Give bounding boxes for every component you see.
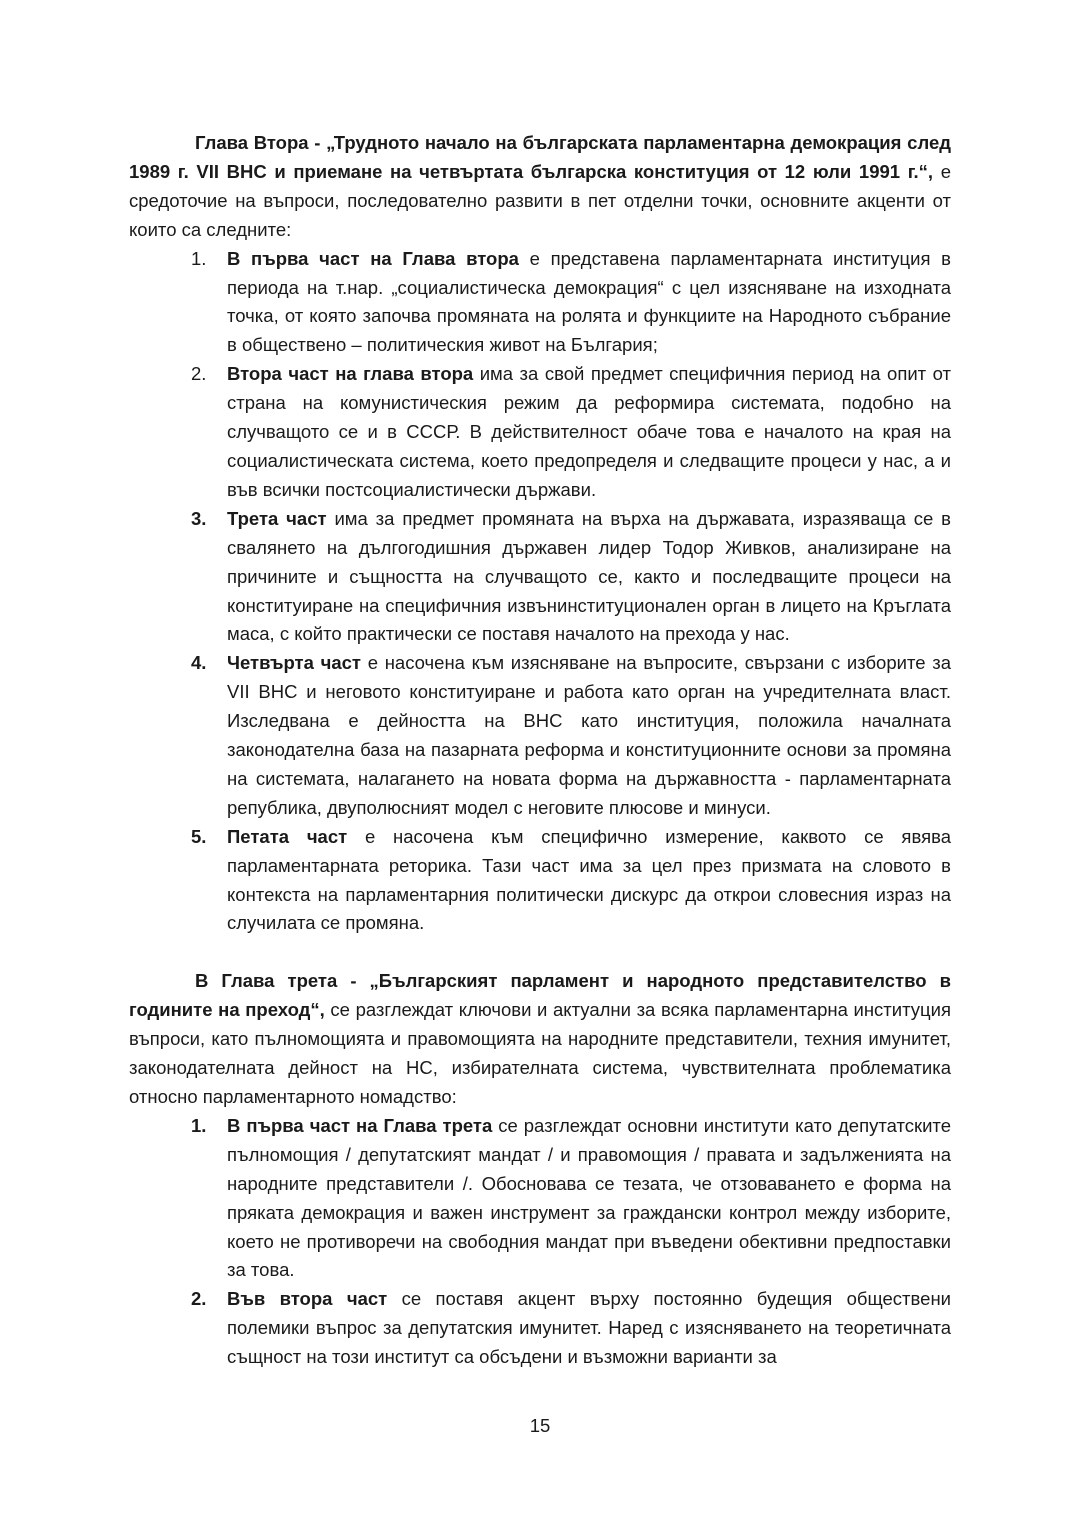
list-item-text: има за предмет промяната на върха на държавата, изразяваща се в свалянето на дългогодишния държавен лидер Тодор Живков, анализиране на причините и същността на случващото се, както и последващите процеси на конституиране на специфичния извънинституционален орган в лицето на Кръглата маса, с който практически се поставя началото на прехода у нас. bbox=[227, 507, 951, 645]
page-number: 15 bbox=[529, 1415, 551, 1436]
list-item-lead: Във втора част bbox=[227, 1288, 388, 1310]
list-number: 3. bbox=[191, 507, 207, 529]
list-item-text: е насочена към специфично измерение, каквото се явява парламентарната реторика. Тази част има за цел през призмата на словото в контекста на парламентарния политически дискурс да открои словесния израз на случилата се промяна. bbox=[227, 825, 951, 934]
list-item-lead: Петата част bbox=[227, 825, 348, 847]
paragraph-spacer bbox=[129, 938, 951, 967]
list-item-lead: Трета част bbox=[227, 507, 327, 529]
list-item-text: има за свой предмет специфичния период на опит от страна на комунистическия режим да реформира системата, подобно на случващото се и в СССР. В действителност обаче това е началото на края на социалистическата система, което предопределя и следващите процеси у нас, а и във всички постсоциалистически държави. bbox=[227, 363, 952, 500]
list-item bbox=[129, 1285, 951, 1372]
chapter3-list bbox=[129, 1112, 951, 1372]
list-number: 2. bbox=[191, 363, 207, 385]
list-item-lead: Втора част на глава втора bbox=[227, 363, 474, 385]
list-item-text: се разглеждат основни институти като депутатските пълномощия / депутатският мандат / и правомощия / правата и задълженията на народните представители /. Обосновава се тезата, че отзоваването е форма на пряката демокрация и важен инструмент за граждански контрол между изборите, което не противоречи на свободния мандат при въведени обективни предпоставки за това. bbox=[227, 1114, 951, 1281]
chapter2-intro-text: е средоточие на въпроси, последователно развити в пет отделни точки, основните акценти от които са следните: bbox=[129, 160, 951, 240]
list-item-lead: В първа част на Глава трета bbox=[227, 1114, 493, 1136]
list-item-lead: В първа част на Глава втора bbox=[227, 247, 519, 269]
list-item bbox=[129, 505, 951, 650]
list-item bbox=[129, 360, 951, 505]
chapter3-intro-text: се разглеждат ключови и актуални за всяка парламентарна институция въпроси, като пълномощията и правомощията на народните представители, техния имунитет, законодателната дейност на НС, избирателната система, чувствителната проблематика относно парламентарното номадство: bbox=[129, 999, 951, 1107]
page-content bbox=[129, 129, 951, 1372]
chapter3-title: В Глава трета - „Българският парламент и народното представителство в годините на преход“, bbox=[129, 970, 951, 1021]
list-number: 1. bbox=[191, 1114, 207, 1136]
chapter2-title: Глава Втора - „Трудното начало на българската парламентарна демокрация след 1989 г. VII ВНС и приемане на четвъртата българска конституция от 12 юли 1991 г.“, bbox=[129, 132, 951, 182]
chapter2-intro bbox=[129, 129, 951, 245]
list-item-lead: Четвърта част bbox=[227, 652, 361, 674]
list-item bbox=[129, 245, 951, 361]
chapter2-list bbox=[129, 245, 951, 939]
list-item-text: е насочена към изясняване на въпросите, свързани с изборите за VII ВНС и неговото конституиране и работа като орган на учредителната власт. Изследвана е дейността на ВНС като институция, положила началната законодателна база на пазарната реформа и конституционните основи за промяна на системата, налагането на новата форма на държавността - парламентарната република, двуполюсният модел с неговите плюсове и минуси. bbox=[227, 652, 951, 818]
chapter3-intro bbox=[129, 967, 951, 1112]
list-item-text: е представена парламентарната институция в периода на т.нар. „социалистическа демокрация“ с цел изясняване на изходната точка, от която започва промяната на ролята и функциите на Народното събрание в обществено – политическия живот на България; bbox=[227, 247, 951, 356]
list-item-text: се поставя акцент върху постоянно будещия обществени полемики въпрос за депутатския имунитет. Наред с изясняването на теоретичната същност на този институт са обсъдени и възможни варианти за bbox=[227, 1288, 951, 1368]
list-item bbox=[129, 1112, 951, 1285]
list-number: 4. bbox=[191, 652, 207, 674]
list-number: 2. bbox=[191, 1288, 207, 1310]
list-number: 1. bbox=[191, 247, 207, 269]
list-item bbox=[129, 649, 951, 822]
list-item bbox=[129, 823, 951, 939]
list-number: 5. bbox=[191, 825, 207, 847]
